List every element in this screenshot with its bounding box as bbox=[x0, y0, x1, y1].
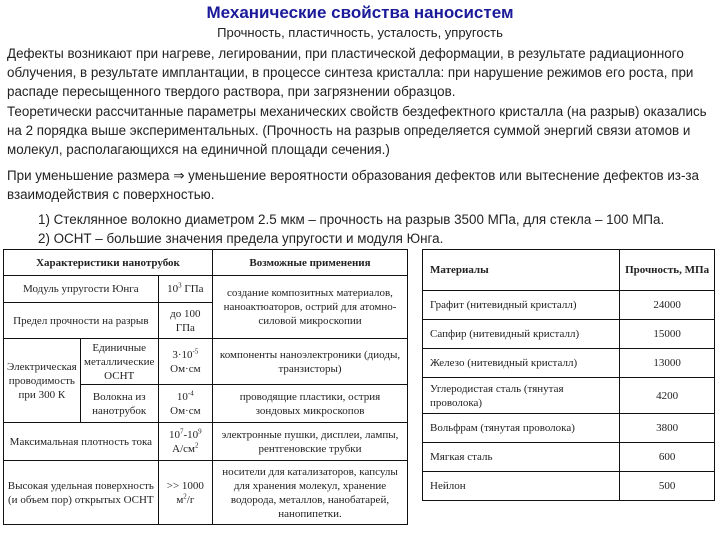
material-strength: 600 bbox=[620, 443, 715, 472]
table-row bbox=[4, 276, 408, 303]
list-item: 1) Стеклянное волокно диаметром 2.5 мкм – прочность на разрыв 3500 МПа, для стекла – 100 МПа. bbox=[38, 212, 665, 227]
material-strength: 4200 bbox=[620, 378, 715, 414]
material-name: Углеродистая сталь (тянутая проволока) bbox=[423, 378, 620, 414]
material-strength: 15000 bbox=[620, 320, 715, 349]
material-name: Железо (нитевидный кристалл) bbox=[423, 349, 620, 378]
materials-strength-table bbox=[422, 249, 715, 501]
theory-paragraph: Теоретически рассчитанные параметры механических свойств бездефектного кристалла (на разрыв) оказались на 2 порядка выше экспериментальных. (Прочность на разрыв определяется суммой энергий связи атомов и молекул, располагающихся на единичной площади сечения.) bbox=[7, 104, 707, 157]
row-value: $10^{-4}$ Ом·см bbox=[158, 385, 212, 423]
row-value: $10^3$ ГПа bbox=[158, 276, 212, 303]
table-row bbox=[423, 291, 715, 320]
material-strength: 3800 bbox=[620, 414, 715, 443]
page-title: Механические свойства наносистем bbox=[206, 3, 514, 22]
row-name: Максимальная плотность тока bbox=[4, 423, 159, 461]
header-strength: Прочность, МПа bbox=[620, 250, 715, 291]
row-value: до 100 ГПа bbox=[158, 303, 212, 339]
header-applications: Возможные применения bbox=[213, 250, 408, 276]
examples-list bbox=[38, 210, 664, 248]
table-row bbox=[423, 378, 715, 414]
row-application: проводящие пластики, острия зондовых микроскопов bbox=[213, 385, 408, 423]
table-row bbox=[423, 349, 715, 378]
table-row bbox=[423, 414, 715, 443]
material-name: Мягкая сталь bbox=[423, 443, 620, 472]
row-application: электронные пушки, дисплеи, лампы, рентгеновские трубки bbox=[213, 423, 408, 461]
row-application: носители для катализаторов, капсулы для хранения молекул, хранение водорода, металлов, нанобатарей, нанопипетки. bbox=[213, 461, 408, 525]
material-strength: 24000 bbox=[620, 291, 715, 320]
row-name: Электрическая проводимость при 300 К bbox=[4, 339, 81, 423]
size-paragraph: При уменьшение размера ⇒ уменьшение вероятности образования дефектов или вытеснение дефектов из-за взаимодействия с поверхностью. bbox=[7, 168, 699, 202]
row-subname: Волокна из нанотрубок bbox=[80, 385, 158, 423]
row-name: Предел прочности на разрыв bbox=[4, 303, 159, 339]
row-name: Модуль упругости Юнга bbox=[4, 276, 159, 303]
row-value: >> 1000 $м^2/г$ bbox=[158, 461, 212, 525]
material-strength: 13000 bbox=[620, 349, 715, 378]
table-row bbox=[423, 320, 715, 349]
table-row bbox=[4, 461, 408, 525]
table-row bbox=[423, 472, 715, 501]
row-application: создание композитных материалов, наноактюаторов, острий для атомно-силовой микроскопии bbox=[213, 276, 408, 339]
table-row bbox=[423, 443, 715, 472]
header-characteristics: Характеристики нанотрубок bbox=[4, 250, 213, 276]
table-row bbox=[4, 339, 408, 385]
row-application: компоненты наноэлектроники (диоды, транзисторы) bbox=[213, 339, 408, 385]
table-header-row bbox=[4, 250, 408, 276]
nanotube-properties-table bbox=[3, 249, 408, 525]
header-material: Материалы bbox=[423, 250, 620, 291]
row-name: Высокая удельная поверхность (и объем пор) открытых ОСНТ bbox=[4, 461, 159, 525]
table-header-row bbox=[423, 250, 715, 291]
row-subname: Единичные металлические ОСНТ bbox=[80, 339, 158, 385]
material-name: Нейлон bbox=[423, 472, 620, 501]
list-item: 2) ОСНТ – большие значения предела упругости и модуля Юнга. bbox=[38, 231, 444, 246]
table-row bbox=[4, 423, 408, 461]
material-strength: 500 bbox=[620, 472, 715, 501]
material-name: Вольфрам (тянутая проволока) bbox=[423, 414, 620, 443]
row-value: $10^7-10^9$ $А/см^2$ bbox=[158, 423, 212, 461]
row-value: $3\cdot 10^{-5}$ Ом·см bbox=[158, 339, 212, 385]
page-subtitle: Прочность, пластичность, усталость, упругость bbox=[217, 25, 503, 40]
defects-paragraph: Дефекты возникают при нагреве, легировании, при пластической деформации, в результате радиационного облучения, в результате имплантации, в процессе синтеза кристалла: при нарушение режимов его роста, при распаде пересыщенного твердого раствора, при загрязнении образцов. bbox=[7, 46, 694, 99]
material-name: Сапфир (нитевидный кристалл) bbox=[423, 320, 620, 349]
material-name: Графит (нитевидный кристалл) bbox=[423, 291, 620, 320]
